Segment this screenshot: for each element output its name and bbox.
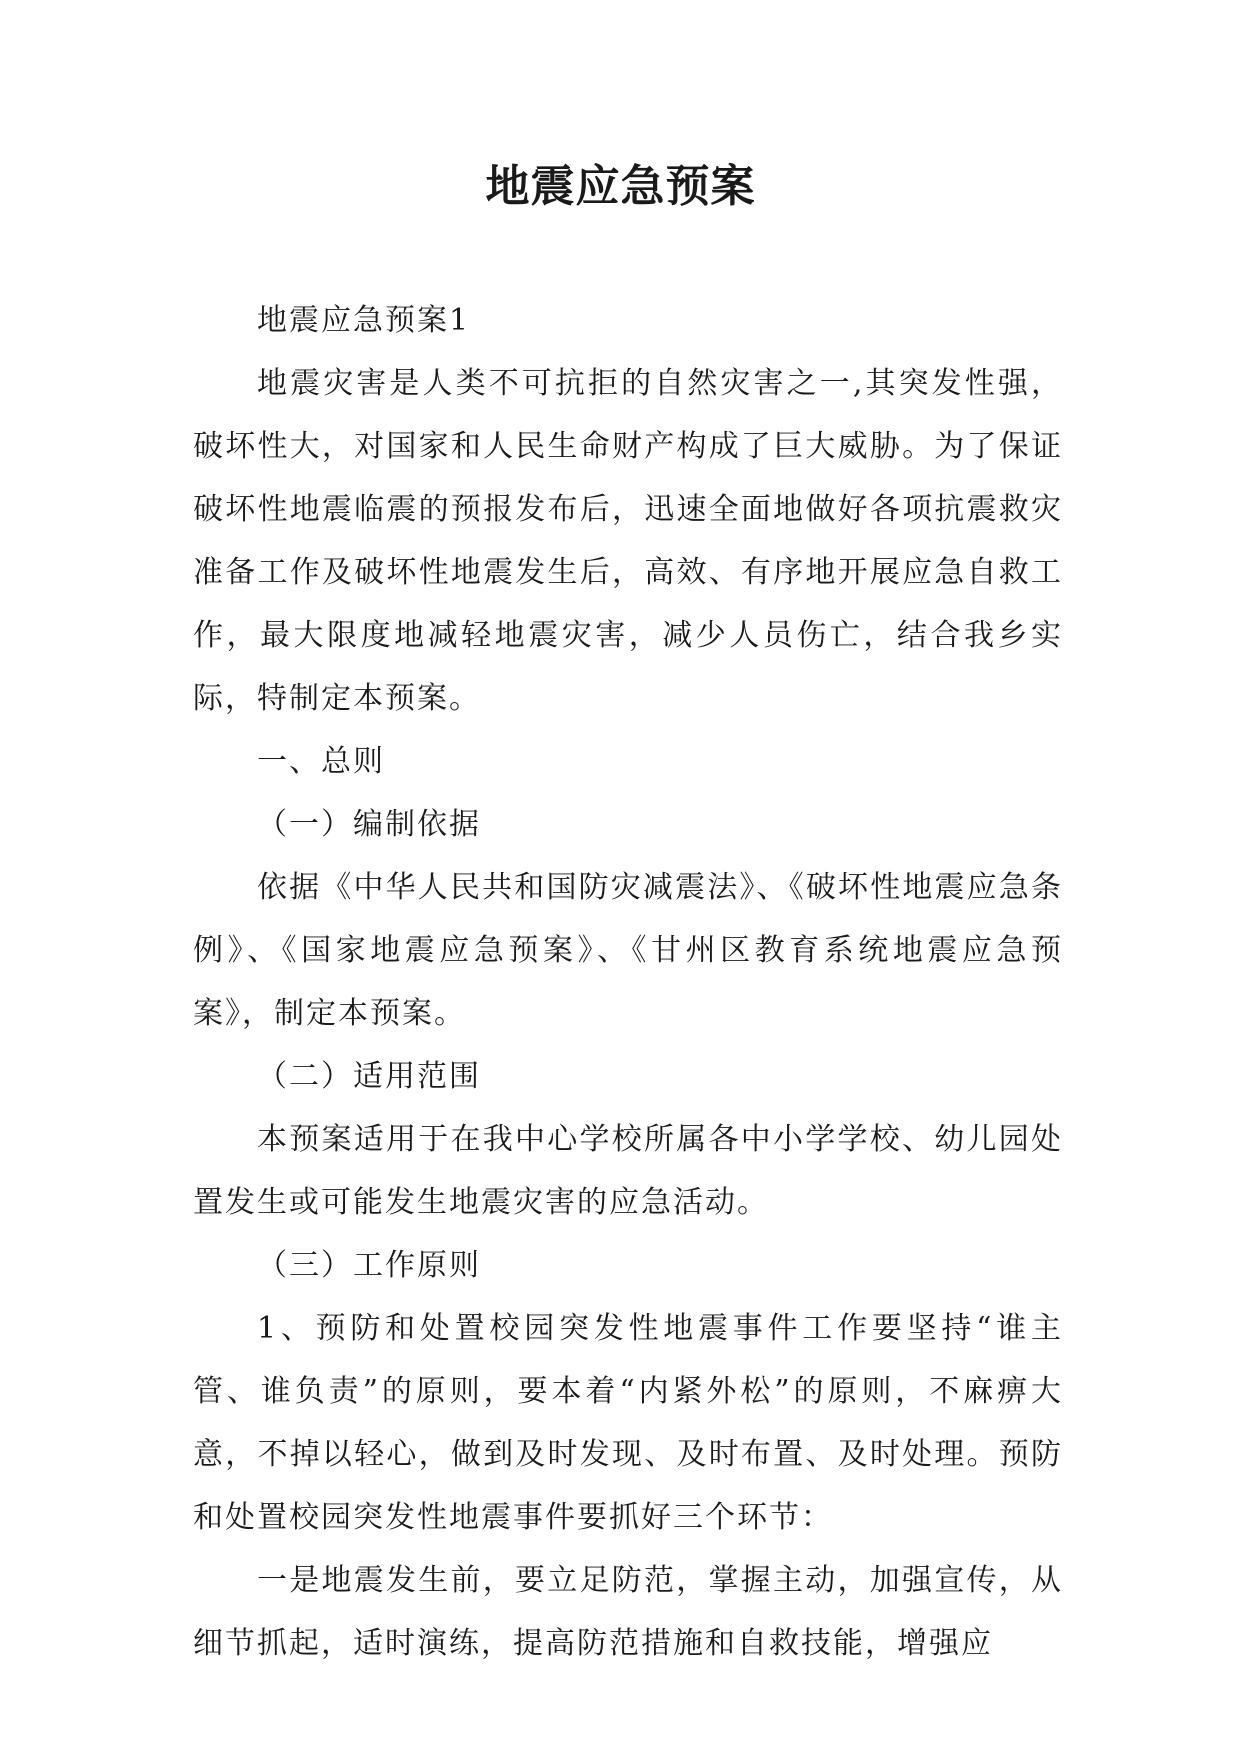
subsection-heading: （三）工作原则 bbox=[257, 1248, 481, 1283]
body-paragraph: 本预案适用于在我中心学校所属各中小学学校、幼儿园处置发生或可能发生地震灾害的应急活动。 bbox=[193, 1122, 1063, 1220]
subsection-heading: （二）适用范围 bbox=[257, 1059, 481, 1094]
section-heading: 地震应急预案1 bbox=[257, 303, 471, 338]
document-title: 地震应急预案 bbox=[485, 161, 756, 212]
section-heading: 一、总则 bbox=[257, 744, 385, 779]
document-body bbox=[193, 289, 1063, 1675]
body-paragraph: 1、预防和处置校园突发性地震事件工作要坚持“谁主管、谁负责”的原则，要本着“内紧外松”的原则，不麻痹大意，不掉以轻心，做到及时发现、及时布置、及时处理。预防和处置校园突发性地震事件要抓好三个环节： bbox=[193, 1311, 1063, 1535]
body-paragraph: 一是地震发生前，要立足防范，掌握主动，加强宣传，从细节抓起，适时演练，提高防范措施和自救技能，增强应 bbox=[193, 1563, 1063, 1661]
subsection-heading: （一）编制依据 bbox=[257, 807, 481, 842]
body-paragraph: 地震灾害是人类不可抗拒的自然灾害之一,其突发性强，破坏性大，对国家和人民生命财产构成了巨大威胁。为了保证破坏性地震临震的预报发布后，迅速全面地做好各项抗震救灾准备工作及破坏性地震发生后，高效、有序地开展应急自救工作，最大限度地减轻地震灾害，减少人员伤亡，结合我乡实际，特制定本预案。 bbox=[193, 366, 1063, 716]
body-paragraph: 依据《中华人民共和国防灾减震法》、《破坏性地震应急条例》、《国家地震应急预案》、《甘州区教育系统地震应急预案》，制定本预案。 bbox=[193, 870, 1063, 1031]
